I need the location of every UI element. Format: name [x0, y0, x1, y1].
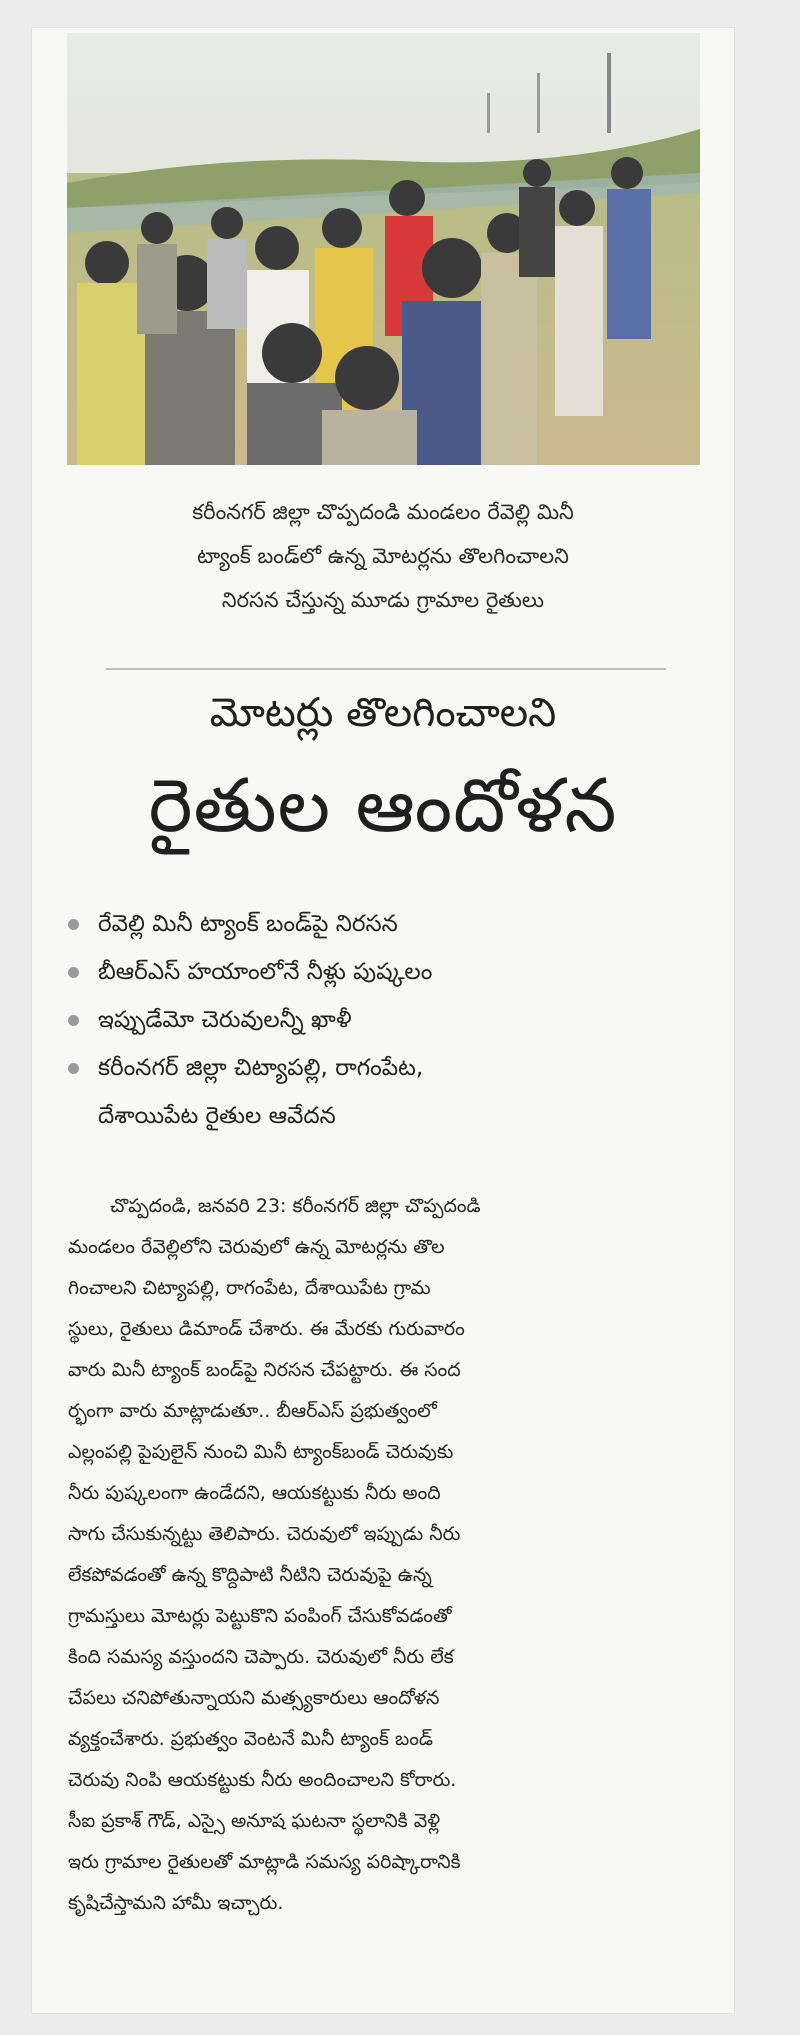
body-line: సీఐ ప్రకాశ్ గౌడ్, ఎస్సై అనూష ఘటనా స్థలానికి వెళ్లి: [68, 1810, 441, 1832]
photo-caption: [62, 490, 704, 622]
body-line: వారు మినీ ట్యాంక్ బండ్‌పై నిరసన చేపట్టారు. ఈ సంద: [68, 1359, 461, 1381]
news-photo: [67, 33, 700, 465]
body-line: చెరువు నింపి ఆయకట్టుకు నీరు అందించాలని కోరారు.: [68, 1769, 457, 1791]
bullet-icon: [68, 967, 79, 978]
main-headline: రైతుల ఆందోళన: [148, 763, 618, 849]
highlight-text: ఇప్పుడేమో చెరువులన్నీ ఖాళీ: [98, 1007, 352, 1033]
newspaper-clipping: [32, 28, 734, 2013]
bullet-icon: [68, 1063, 79, 1074]
highlight-item: [66, 948, 706, 996]
kicker-headline: మోటర్లు తొలగించాలని: [209, 690, 557, 736]
caption-line: కరీంనగర్ జిల్లా చొప్పదండి మండలం రేవెల్లి మినీ: [192, 500, 574, 524]
body-line: లేకపోవడంతో ఉన్న కొద్దిపాటి నీటిని చెరువుపై ఉన్న: [68, 1564, 432, 1586]
caption-line: నిరసన చేస్తున్న మూడు గ్రామాల రైతులు: [221, 588, 545, 612]
body-line: గించాలని చిట్యాపల్లి, రాగంపేట, దేశాయిపేట గ్రామ: [68, 1277, 431, 1299]
body-line: సాగు చేసుకున్నట్టు తెలిపారు. చెరువులో ఇప్పుడు నీరు: [68, 1523, 461, 1545]
body-line: మండలం రేవెల్లిలోని చెరువులో ఉన్న మోటర్లను తొల: [68, 1236, 445, 1258]
highlight-text: కరీంనగర్ జిల్లా చిట్యాపల్లి, రాగంపేట,: [98, 1055, 424, 1081]
body-line: ర్భంగా వారు మాట్లాడుతూ.. బీఆర్ఎస్ ప్రభుత్వంలో: [68, 1400, 437, 1422]
highlight-text: బీఆర్ఎస్ హయాంలోనే నీళ్లు పుష్కలం: [98, 959, 433, 985]
highlight-text: దేశాయిపేట రైతుల ఆవేదన: [98, 1103, 336, 1129]
body-line: కింది సమస్య వస్తుందని చెప్పారు. చెరువులో నీరు లేక: [68, 1646, 454, 1668]
bullet-icon: [68, 919, 79, 930]
highlight-text: రేవెల్లి మినీ ట్యాంక్ బండ్‌పై నిరసన: [98, 911, 398, 937]
body-line: నీరు పుష్కలంగా ఉండేదని, ఆయకట్టుకు నీరు అంది: [68, 1482, 441, 1504]
body-line: గ్రామస్తులు మోటర్లు పెట్టుకొని పంపింగ్ చేసుకోవడంతో: [68, 1605, 452, 1627]
body-line: వ్యక్తంచేశారు. ప్రభుత్వం వెంటనే మినీ ట్యాంక్ బండ్: [68, 1728, 433, 1750]
highlights-list: [66, 900, 706, 1140]
article-body: [68, 1186, 702, 1924]
highlight-item: [66, 1044, 706, 1140]
body-line: చేపలు చనిపోతున్నాయని మత్స్యకారులు ఆందోళన: [68, 1687, 440, 1709]
body-line: ఇరు గ్రామాల రైతులతో మాట్లాడి సమస్య పరిష్కారానికి: [68, 1851, 461, 1873]
highlight-item: [66, 996, 706, 1044]
highlight-item: [66, 900, 706, 948]
protest-crowd-image: [67, 33, 700, 465]
body-line: స్థులు, రైతులు డిమాండ్ చేశారు. ఈ మేరకు గురువారం: [68, 1318, 465, 1340]
body-line: కృషిచేస్తామని హామీ ఇచ్చారు.: [68, 1892, 284, 1914]
body-line: చొప్పదండి, జనవరి 23: కరీంనగర్ జిల్లా చొప్పదండి: [110, 1195, 481, 1217]
body-line: ఎల్లంపల్లి పైపులైన్ నుంచి మినీ ట్యాంక్‌బండ్ చెరువుకు: [68, 1441, 454, 1463]
divider: [106, 668, 666, 670]
bullet-icon: [68, 1015, 79, 1026]
caption-line: ట్యాంక్ బండ్‌లో ఉన్న మోటర్లను తొలగించాలని: [197, 544, 569, 568]
